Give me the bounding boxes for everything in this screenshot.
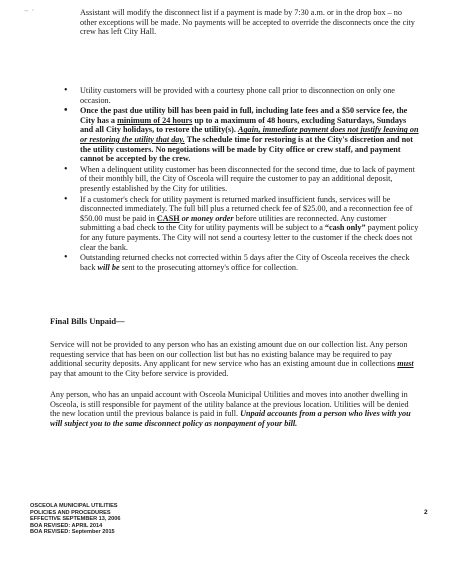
paragraph-emphasis: Unpaid accounts from a person who lives with you will subject you to the same disconnect policy as nonpayment of your bill. xyxy=(50,409,411,428)
section-heading: Final Bills Unpaid— xyxy=(50,316,125,326)
footer-line: EFFECTIVE SEPTEMBER 13, 2006 xyxy=(30,516,121,523)
footer-line: OSCEOLA MUNICIPAL UTILITIES xyxy=(30,503,118,509)
list-item xyxy=(64,106,420,164)
lead-paragraph: Assistant will modify the disconnect list if a payment is made by 7:30 a.m. or in the drop box – no other exceptions will be made. No payments will be accepted to override the disconnects once the city crew has left City Hall. xyxy=(80,8,415,37)
list-item xyxy=(64,195,420,253)
bullet-emphasis: “cash only” xyxy=(324,223,366,233)
bullet-text: Once the past due utility bill has been paid in full, including late fees and a $50 service fee, the City has a xyxy=(80,106,408,125)
footer-line: BOA REVISED: September 2015 xyxy=(30,529,115,536)
bullet-text: up to a maximum of 48 hours, excluding Saturdays, Sundays and all City holidays, to restore the utility(s). xyxy=(80,115,407,135)
bullet-text: If a customer's check for utility payment is returned marked insufficient funds, services will be disconnected immediately. The full bill plus a returned check fee of $25.00, and a reconnection fee of $50.00 must be paid in xyxy=(80,194,413,223)
footer-line: BOA REVISED: APRIL 2014 xyxy=(30,522,103,529)
list-item xyxy=(64,253,420,272)
bullet-text: before utilities are reconnected. Any customer submitting a bad check to the City for utility payments will be subject to a xyxy=(80,213,387,233)
bullet-text: payment policy for any future payments. The City will not send a courtesy letter to the customer if the check does not clear the bank. xyxy=(80,223,419,252)
bullet-text: sent to the prosecuting attorney's office for collection. xyxy=(119,262,299,272)
document-footer xyxy=(30,503,120,536)
bullet-text: When a delinquent utility customer has been disconnected for the second time, due to lack of payment of their monthly bill, the City of Osceola will require the customer to pay an additional deposit, presently established by the City for utilities. xyxy=(80,164,415,193)
policy-bullet-list xyxy=(64,86,420,272)
bullet-emphasis: will be xyxy=(97,262,120,272)
footer-line: POLICIES AND PROCEDURES xyxy=(30,509,111,516)
paragraph-unpaid-account xyxy=(50,390,420,428)
paragraph-text: Service will not be provided to any person who has an existing amount due on our collection list. Any person requesting service that has been on our collection list but has no existing balance may be required to pay additional security deposits. Any applicant for new service who has an existing amount due in collections xyxy=(50,340,408,369)
list-item xyxy=(64,86,420,105)
bullet-emphasis: or money order xyxy=(179,213,234,223)
bullet-text: The schedule time for restoring is at the City's discretion and not the utility customers. No negotiations will be made by City office or crew staff, and payment cannot be accepted by the crew. xyxy=(80,134,413,164)
bullet-emphasis: CASH xyxy=(156,213,180,223)
paragraph-emphasis: must xyxy=(397,359,414,369)
paragraph-text: Any person, who has an unpaid account with Osceola Municipal Utilities and moves into another dwelling in Osceola, is still responsible for payment of the utility balance at the previous location. Utilities will be denied the new location until the previous balance is paid in full. xyxy=(50,390,409,419)
bullet-text: Utility customers will be provided with a courtesy phone call prior to disconnection on only one occasion. xyxy=(80,86,395,105)
bullet-emphasis: minimum of 24 hours xyxy=(117,115,193,125)
paragraph-service-denial xyxy=(50,340,420,378)
paragraph-text: pay that amount to the City before service is provided. xyxy=(50,368,229,378)
bullet-text: Outstanding returned checks not corrected within 5 days after the City of Osceola receives the check back xyxy=(80,253,410,272)
bullet-emphasis: Again, immediate payment does not justify leaving on or restoring the utility that day. xyxy=(80,125,419,144)
scan-artifact-mark: – · xyxy=(24,6,35,16)
list-item xyxy=(64,165,420,194)
page-number: 2 xyxy=(424,509,428,516)
